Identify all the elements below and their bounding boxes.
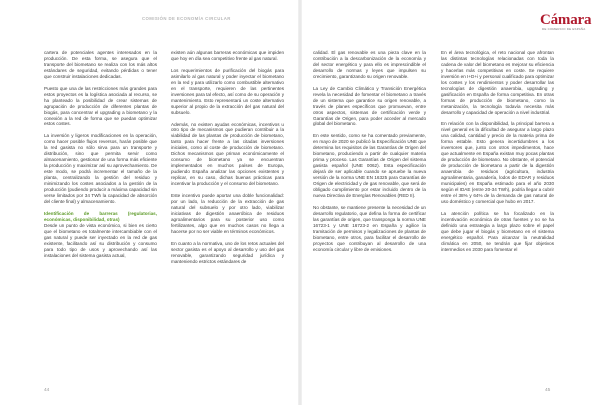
paragraph: La atención política se ha focalizado en la incentivación económica de otras fuentes y no se ha definido una estrategia a largo plazo sobre el papel que debe jugar el biogás y biometano en el sistema energético español. Para alcanzar la neutralidad climática en 2050, se tendrán que fijar objetivos intermedios en 2030 para fomentar el [441, 210, 554, 252]
page-number-right: 45 [545, 388, 551, 393]
paragraph: En cuanto a la normativa, uno de los retos actuales del sector gasista es el apoyo al desarrollo y uso del gas renovable, garantizando seguridad jurídica y manteniendo estrictos estándares de [171, 240, 284, 264]
text-column-2 [171, 50, 284, 271]
running-header: COMISIÓN DE ECONOMÍA CIRCULAR [142, 16, 231, 21]
section-heading: Identificación de barreras (regulatorias, económicas, disponibilidad, otras) [44, 210, 157, 222]
page-gutter [298, 0, 302, 405]
paragraph: cartera de potenciales agentes interesados en la producción. De esta forma, se asegura que el transporte del biometano se realiza con los más altos estándares de seguridad, evitando pérdidas o tener que construir instalaciones dedicadas. [44, 50, 157, 79]
paragraph: En este sentido, como se ha comentado previamente, en mayo de 2020 se publicó la Especificación UNE que determina los requisitos de las Garantías de Origen del biometano, produciendo a partir de cualquier materia prima y proceso. Las Garantías de Origen del sistema gasista español (UNE 0062). Esta especificación dejará de ser aplicable cuando se apruebe la nueva versión de la norma UNE EN 16325 para Garantías de Origen de electricidad y de gas renovable, que será de obligado cumplimiento por estar incluido dentro de la nueva Directiva de Energías Renovables (RED II). [313, 133, 426, 198]
text-column-1 [44, 50, 157, 265]
paragraph: En relación con la disponibilidad, la principal barrera a nivel general es la dificultad de asegurar a largo plazo una calidad, cantidad y precio de la materia prima de forma estable. Esto genera incertidumbres a los inversores que, junto con otros impedimentos, hace que actualmente en España existan muy pocas plantas de producción de biometano. No obstante, el potencial de producción de biometano a partir de la digestión anaerobia de residuos (agricultura, industria agroalimentaria, ganadería, lodos de EDAR y residuos municipales) en España estimado para el año 2030 según el IDAE (entre 20-34 TWh), podría llegar a cubrir entre el 38% y 64% de la demanda de gas natural de uso doméstico y comercial que hubo en 2017. [441, 121, 554, 204]
paragraph: La inversión y ligeros modificaciones en la operación, como hacer posible flujos reversos, harán posible que la red gasista no sólo sirva para un transporte y distribución, sino que permita servir como almacenamiento, gestionar de una forma más eficiente la producción y maximizar así su aprovechamiento. De este modo, se podrá incrementar el tamaño de la planta, centralizando la gestión del residuo y minimizando los costes asociados a la gestión de la producción (pudiendo producir a máxima capacidad sin verse limitados por 34 TWh la capacidad de absorción del cliente final) y almacenamiento. [44, 133, 157, 204]
paragraph: La Ley de Cambio Climático y Transición Energética revela la necesidad de fomentar el biometano a través de un sistema que garantice su origen renovable, a través de planes específicos que promuevan, entre otros aspectos, sistemas de certificación verde y Garantías de Origen, para poder acceder al mercado global del biometano. [313, 85, 426, 127]
paragraph: Los requerimientos de purificación del biogás para asimilarlo al gas natural y poder inyectar el biometano en la red y para utilizarlo como combustible alternativo en el transporte, requieren de las pertinentes inversiones para tal efecto, así como de su operación y mantenimiento. Esto representará un coste alternativo superior al propio de la extracción del gas natural del subsuelo. [171, 67, 284, 115]
paragraph: Desde un punto de vista económico, si bien es cierto que el biometano es totalmente intercambiable con el gas natural y puede ser inyectado en la red de gas existente, facilitando así su distribución y consumo para todo tipo de usos y aprovechando así las instalaciones del sistema gasista actual, [44, 222, 157, 258]
logo-subtitle: DE COMERCIO DE ESPAÑA [542, 27, 586, 31]
paragraph: existen aún algunas barreras económicas que impiden que hoy en día sea competitivo frente al gas natural. [171, 50, 284, 61]
text-column-3 [313, 50, 426, 259]
logo-wordmark: Cámara [540, 12, 592, 28]
text-column-4 [441, 50, 554, 259]
paragraph: calidad. El gas renovable es una pieza clave en la contribución a la descarbonización de la economía y del sector energético y para ello es imprescindible el desarrollo de normas y leyes que impulsen su crecimiento, garantizando su origen renovable. [313, 50, 426, 79]
paragraph: En el área tecnológica, el reto nacional que afrontan las distintas tecnologías relacionadas con toda la cadena de valor del biometano es mejorar su eficiencia y hacerlas más competitivas en coste. Se requiere inversión en I+D+i y personal cualificado para optimizar los costes y los rendimientos y poder desarrollar las tecnologías de digestión anaerobia, upgrading y gasificación en España de forma competitiva. En otras formas de producción de biometano, como la metanización, la tecnología todavía necesita más desarrollo y capacidad de operación a nivel industrial. [441, 50, 554, 115]
paragraph: Además, no existen ayudas económicas, incentivos u otro tipo de mecanismos que pudieran contribuir a la viabilidad de las plantas de producción de biometano, tanto para hacer frente a las citadas inversiones iniciales, como al coste de producción de biometano. Dichos mecanismos que priman económicamente el consumo de biometano ya se encuentran implementados en muchos países de Europa, pudiendo España analizar las opciones existentes y replicar, en su caso, dichas buenas prácticas para incentivar la producción y el consumo del biometano. [171, 121, 284, 187]
paragraph: Este incentivo puede aportar una doble funcionalidad: por un lado, la reducción de la extracción de gas natural del subsuelo y por otro lado, viabilizar iniciativas de digestión anaeróbica de residuos agroalimentarios para su posterior uso como fertilizantes, algo que en muchos casos no llega a hacerse por no ser viable en términos económicos. [171, 193, 284, 234]
page-number-left: 44 [44, 388, 50, 393]
paragraph: Puesto que una de las restricciones más grandes para estos proyectos es la logística asociada al recurso, se ha planteado la posibilidad de crear sistemas de agrupación de producción de diferentes plantas de biogás, para concentrar el upgrading a biometano y la conexión a la red de forma que se puedan optimizar estos costes. [44, 85, 157, 127]
paragraph: No obstante, se mantiene presente la necesidad de un desarrollo regulatorio, que defina la forma de certificar las garantías de origen, que transponga la norma UNE 16723-1 y UNE 16723-2 en España y agilice la tramitación de permisos y legalizaciones de plantas de biometano, entre otros, para facilitar el desarrollo de proyectos que contribuyan al desarrollo de una economía circular y libre de emisiones. [313, 204, 426, 252]
